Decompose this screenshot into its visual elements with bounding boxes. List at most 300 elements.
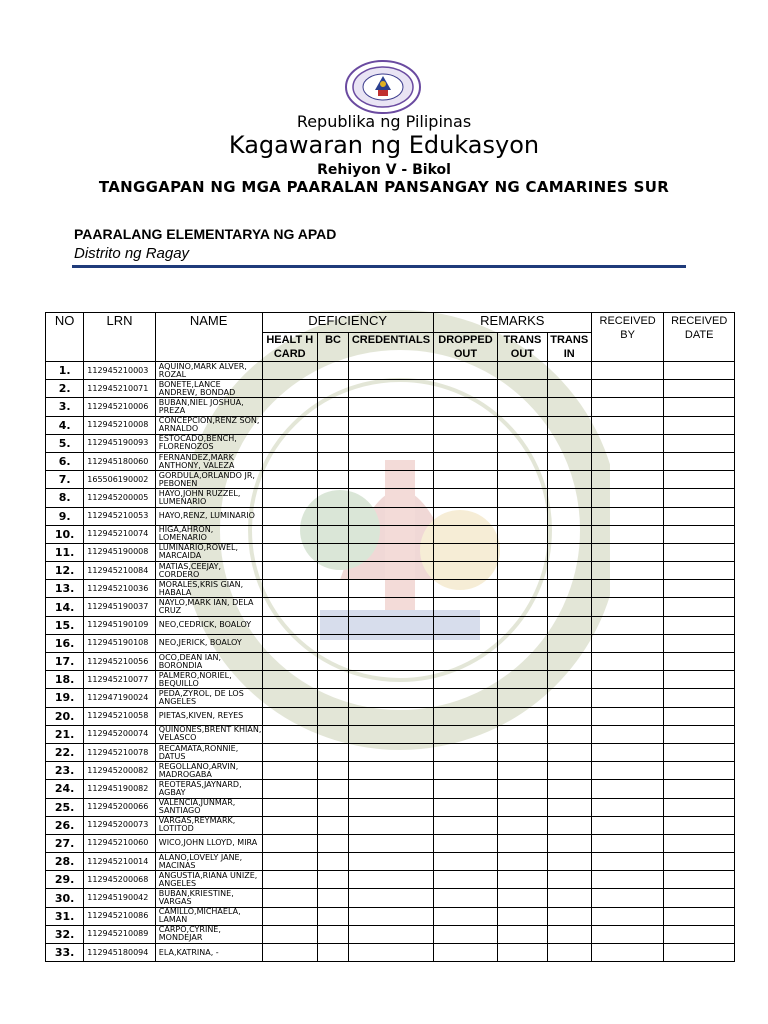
department-heading: Kagawaran ng Edukasyon [228,131,540,159]
trans-in-cell [547,889,591,907]
health-card-cell [262,398,317,416]
name-cell: BUBAN,NIEL JOSHUA, PREZA [155,398,262,416]
trans-in-cell [547,525,591,543]
trans-in-cell [547,616,591,634]
name-cell: CAMILLO,MICHAELA, LAMAN [155,907,262,925]
dropped-out-cell [433,671,497,689]
row-number: 29. [46,871,84,889]
bc-cell [317,452,348,470]
trans-out-cell [498,380,547,398]
district-name: Distrito ng Ragay [74,245,190,262]
dropped-out-cell [433,543,497,561]
dropped-out-cell [433,853,497,871]
received-by-cell [591,434,664,452]
table-row [46,525,735,543]
table-row [46,689,735,707]
name-cell: NEO,JERICK, BOALOY [155,634,262,652]
credentials-cell [349,634,434,652]
row-number: 22. [46,743,84,761]
row-number: 13. [46,580,84,598]
health-card-cell [262,743,317,761]
trans-out-cell [498,944,547,962]
received-by-cell [591,507,664,525]
received-by-cell [591,816,664,834]
row-number: 2. [46,380,84,398]
bc-cell [317,834,348,852]
row-number: 19. [46,689,84,707]
dropped-out-cell [433,907,497,925]
row-number: 5. [46,434,84,452]
header-name: NAME [155,313,262,362]
received-date-cell [664,944,735,962]
row-number: 28. [46,853,84,871]
bc-cell [317,434,348,452]
name-cell: FERNANDEZ,MARK ANTHONY, VALEZA [155,452,262,470]
lrn-cell: 112945190109 [84,616,156,634]
table-row [46,853,735,871]
trans-out-cell [498,543,547,561]
trans-in-cell [547,543,591,561]
name-cell: CARPO,CYRINE, MONDEJAR [155,925,262,943]
name-cell: NAYLO,MARK IAN, DELA CRUZ [155,598,262,616]
received-by-cell [591,398,664,416]
name-cell: ALANO,LOVELY JANE, MACINAS [155,853,262,871]
trans-out-cell [498,398,547,416]
bc-cell [317,780,348,798]
name-cell: CONCEPCION,RENZ SON, ARNALDO [155,416,262,434]
header-lrn: LRN [84,313,156,362]
trans-out-cell [498,616,547,634]
trans-in-cell [547,653,591,671]
bc-cell [317,580,348,598]
header-received-by: RECEIVED BY [591,313,664,362]
health-card-cell [262,671,317,689]
row-number: 7. [46,471,84,489]
table-row [46,816,735,834]
name-cell: GORDULA,ORLANDO JR, PEBONEN [155,471,262,489]
lrn-cell: 112945210006 [84,398,156,416]
received-date-cell [664,889,735,907]
received-date-cell [664,543,735,561]
trans-in-cell [547,671,591,689]
trans-out-cell [498,489,547,507]
name-cell: BUBAN,KRIESTINE, VARGAS [155,889,262,907]
table-row [46,671,735,689]
table-row [46,707,735,725]
name-cell: PIETAS,KIVEN, REYES [155,707,262,725]
credentials-cell [349,816,434,834]
name-cell: PEDA,ZYROL, DE LOS ANGELES [155,689,262,707]
name-cell: MATIAS,CEEJAY, CORDERO [155,562,262,580]
dropped-out-cell [433,944,497,962]
lrn-cell: 112945200074 [84,725,156,743]
table-row [46,507,735,525]
trans-in-cell [547,743,591,761]
lrn-cell: 165506190002 [84,471,156,489]
credentials-cell [349,889,434,907]
table-row [46,562,735,580]
header-remarks: REMARKS [433,313,591,333]
trans-out-cell [498,653,547,671]
name-cell: NEO,CEDRICK, BOALOY [155,616,262,634]
table-row [46,743,735,761]
health-card-cell [262,834,317,852]
dropped-out-cell [433,489,497,507]
table-row [46,725,735,743]
health-card-cell [262,853,317,871]
row-number: 21. [46,725,84,743]
lrn-cell: 112945200068 [84,871,156,889]
dropped-out-cell [433,725,497,743]
table-row [46,362,735,380]
trans-out-cell [498,525,547,543]
received-date-cell [664,580,735,598]
row-number: 4. [46,416,84,434]
credentials-cell [349,853,434,871]
trans-in-cell [547,834,591,852]
trans-out-cell [498,434,547,452]
trans-out-cell [498,780,547,798]
trans-out-cell [498,743,547,761]
table-row [46,889,735,907]
bc-cell [317,653,348,671]
table-row [46,616,735,634]
received-by-cell [591,762,664,780]
trans-out-cell [498,580,547,598]
trans-out-cell [498,562,547,580]
lrn-cell: 112945180094 [84,944,156,962]
credentials-cell [349,452,434,470]
received-by-cell [591,689,664,707]
credentials-cell [349,543,434,561]
bc-cell [317,471,348,489]
bc-cell [317,944,348,962]
row-number: 15. [46,616,84,634]
bc-cell [317,398,348,416]
trans-in-cell [547,798,591,816]
bc-cell [317,853,348,871]
trans-out-cell [498,816,547,834]
row-number: 30. [46,889,84,907]
name-cell: ANGUSTIA,RIANA UNIZE, ANGELES [155,871,262,889]
received-by-cell [591,362,664,380]
received-date-cell [664,925,735,943]
header-bc: BC [317,333,348,362]
name-cell: BONETE,LANCE ANDREW, BONDAD [155,380,262,398]
name-cell: AQUINO,MARK ALVER, ROZAL [155,362,262,380]
received-by-cell [591,834,664,852]
received-by-cell [591,562,664,580]
received-by-cell [591,725,664,743]
health-card-cell [262,507,317,525]
health-card-cell [262,634,317,652]
received-by-cell [591,780,664,798]
trans-out-cell [498,834,547,852]
bc-cell [317,743,348,761]
bc-cell [317,871,348,889]
received-date-cell [664,653,735,671]
health-card-cell [262,889,317,907]
trans-out-cell [498,471,547,489]
credentials-cell [349,653,434,671]
health-card-cell [262,580,317,598]
bc-cell [317,598,348,616]
lrn-cell: 112945210084 [84,562,156,580]
lrn-cell: 112945190008 [84,543,156,561]
received-by-cell [591,798,664,816]
health-card-cell [262,725,317,743]
credentials-cell [349,362,434,380]
dropped-out-cell [433,380,497,398]
received-by-cell [591,671,664,689]
bc-cell [317,380,348,398]
received-date-cell [664,834,735,852]
header-divider [72,265,686,268]
credentials-cell [349,689,434,707]
received-date-cell [664,671,735,689]
lrn-cell: 112945180060 [84,452,156,470]
bc-cell [317,416,348,434]
lrn-cell: 112945200073 [84,816,156,834]
received-by-cell [591,598,664,616]
trans-out-cell [498,707,547,725]
trans-in-cell [547,780,591,798]
bc-cell [317,507,348,525]
dropped-out-cell [433,580,497,598]
received-date-cell [664,743,735,761]
header-trans-in: TRANS IN [547,333,591,362]
health-card-cell [262,907,317,925]
health-card-cell [262,380,317,398]
table-row [46,471,735,489]
credentials-cell [349,380,434,398]
header-credentials: CREDENTIALS [349,333,434,362]
received-date-cell [664,380,735,398]
trans-out-cell [498,634,547,652]
name-cell: VARGAS,REYMARK, LOTITOD [155,816,262,834]
trans-out-cell [498,925,547,943]
received-date-cell [664,689,735,707]
received-by-cell [591,525,664,543]
republic-heading: Republika ng Pilipinas [296,112,472,131]
lrn-cell: 112947190024 [84,689,156,707]
credentials-cell [349,598,434,616]
trans-out-cell [498,762,547,780]
received-date-cell [664,634,735,652]
name-cell: REOTERAS,JAYNARD, AGBAY [155,780,262,798]
name-cell: VALENCIA,JUNMAR, SANTIAGO [155,798,262,816]
division-office-heading: TANGGAPAN NG MGA PAARALAN PANSANGAY NG CAMARINES SUR [98,178,670,196]
trans-in-cell [547,598,591,616]
lrn-cell: 112945210074 [84,525,156,543]
credentials-cell [349,525,434,543]
received-by-cell [591,743,664,761]
health-card-cell [262,707,317,725]
row-number: 6. [46,452,84,470]
lrn-cell: 112945200082 [84,762,156,780]
dropped-out-cell [433,416,497,434]
received-date-cell [664,798,735,816]
bc-cell [317,798,348,816]
received-date-cell [664,853,735,871]
lrn-cell: 112945210078 [84,743,156,761]
trans-in-cell [547,925,591,943]
name-cell: ESTOCADO,BENCH, FLORENOZOS [155,434,262,452]
received-date-cell [664,707,735,725]
credentials-cell [349,416,434,434]
bc-cell [317,362,348,380]
credentials-cell [349,398,434,416]
credentials-cell [349,671,434,689]
dropped-out-cell [433,434,497,452]
health-card-cell [262,616,317,634]
credentials-cell [349,834,434,852]
health-card-cell [262,543,317,561]
received-date-cell [664,907,735,925]
trans-in-cell [547,907,591,925]
row-number: 3. [46,398,84,416]
trans-in-cell [547,416,591,434]
health-card-cell [262,689,317,707]
trans-out-cell [498,689,547,707]
dropped-out-cell [433,816,497,834]
received-by-cell [591,707,664,725]
health-card-cell [262,434,317,452]
row-number: 24. [46,780,84,798]
credentials-cell [349,871,434,889]
health-card-cell [262,653,317,671]
bc-cell [317,543,348,561]
credentials-cell [349,780,434,798]
received-date-cell [664,562,735,580]
health-card-cell [262,871,317,889]
name-cell: OCO,DEAN IAN, BORONDIA [155,653,262,671]
lrn-cell: 112945200005 [84,489,156,507]
dropped-out-cell [433,762,497,780]
credentials-cell [349,798,434,816]
dropped-out-cell [433,398,497,416]
lrn-cell: 112945190037 [84,598,156,616]
bc-cell [317,725,348,743]
received-date-cell [664,616,735,634]
dropped-out-cell [433,634,497,652]
deped-seal-icon [345,60,421,114]
bc-cell [317,671,348,689]
received-by-cell [591,543,664,561]
dropped-out-cell [433,780,497,798]
lrn-cell: 112945210014 [84,853,156,871]
received-date-cell [664,471,735,489]
health-card-cell [262,416,317,434]
row-number: 9. [46,507,84,525]
trans-in-cell [547,507,591,525]
bc-cell [317,689,348,707]
trans-in-cell [547,452,591,470]
trans-out-cell [498,671,547,689]
school-name: PAARALANG ELEMENTARYA NG APAD [74,226,337,242]
row-number: 10. [46,525,84,543]
lrn-cell: 112945210053 [84,507,156,525]
table-row [46,907,735,925]
received-date-cell [664,598,735,616]
table-row [46,780,735,798]
header-health-card: HEALT H CARD [262,333,317,362]
dropped-out-cell [433,689,497,707]
received-by-cell [591,489,664,507]
trans-in-cell [547,562,591,580]
table-row [46,452,735,470]
row-number: 26. [46,816,84,834]
row-number: 20. [46,707,84,725]
lrn-cell: 112945210003 [84,362,156,380]
trans-out-cell [498,871,547,889]
lrn-cell: 112945190093 [84,434,156,452]
table-row [46,798,735,816]
name-cell: REGOLLANO,ARVIN, MADROGABA [155,762,262,780]
table-row [46,944,735,962]
dropped-out-cell [433,653,497,671]
received-by-cell [591,889,664,907]
received-date-cell [664,725,735,743]
lrn-cell: 112945210077 [84,671,156,689]
dropped-out-cell [433,834,497,852]
received-date-cell [664,362,735,380]
table-row [46,925,735,943]
row-number: 14. [46,598,84,616]
trans-in-cell [547,944,591,962]
received-date-cell [664,871,735,889]
table-row [46,543,735,561]
health-card-cell [262,452,317,470]
received-by-cell [591,853,664,871]
credentials-cell [349,725,434,743]
dropped-out-cell [433,525,497,543]
trans-in-cell [547,689,591,707]
bc-cell [317,562,348,580]
lrn-cell: 112945190108 [84,634,156,652]
credentials-cell [349,434,434,452]
row-number: 31. [46,907,84,925]
health-card-cell [262,762,317,780]
trans-in-cell [547,489,591,507]
received-by-cell [591,907,664,925]
health-card-cell [262,489,317,507]
received-date-cell [664,816,735,834]
lrn-cell: 112945210086 [84,907,156,925]
credentials-cell [349,471,434,489]
name-cell: RECAMATA,RONNIE, DATUS [155,743,262,761]
health-card-cell [262,780,317,798]
header-dropped-out: DROPPED OUT [433,333,497,362]
lrn-cell: 112945190082 [84,780,156,798]
row-number: 1. [46,362,84,380]
lrn-cell: 112945210058 [84,707,156,725]
credentials-cell [349,580,434,598]
dropped-out-cell [433,507,497,525]
credentials-cell [349,616,434,634]
health-card-cell [262,562,317,580]
dropped-out-cell [433,562,497,580]
bc-cell [317,907,348,925]
health-card-cell [262,925,317,943]
table-row [46,416,735,434]
row-number: 16. [46,634,84,652]
trans-in-cell [547,762,591,780]
received-date-cell [664,762,735,780]
bc-cell [317,525,348,543]
trans-out-cell [498,416,547,434]
received-date-cell [664,507,735,525]
